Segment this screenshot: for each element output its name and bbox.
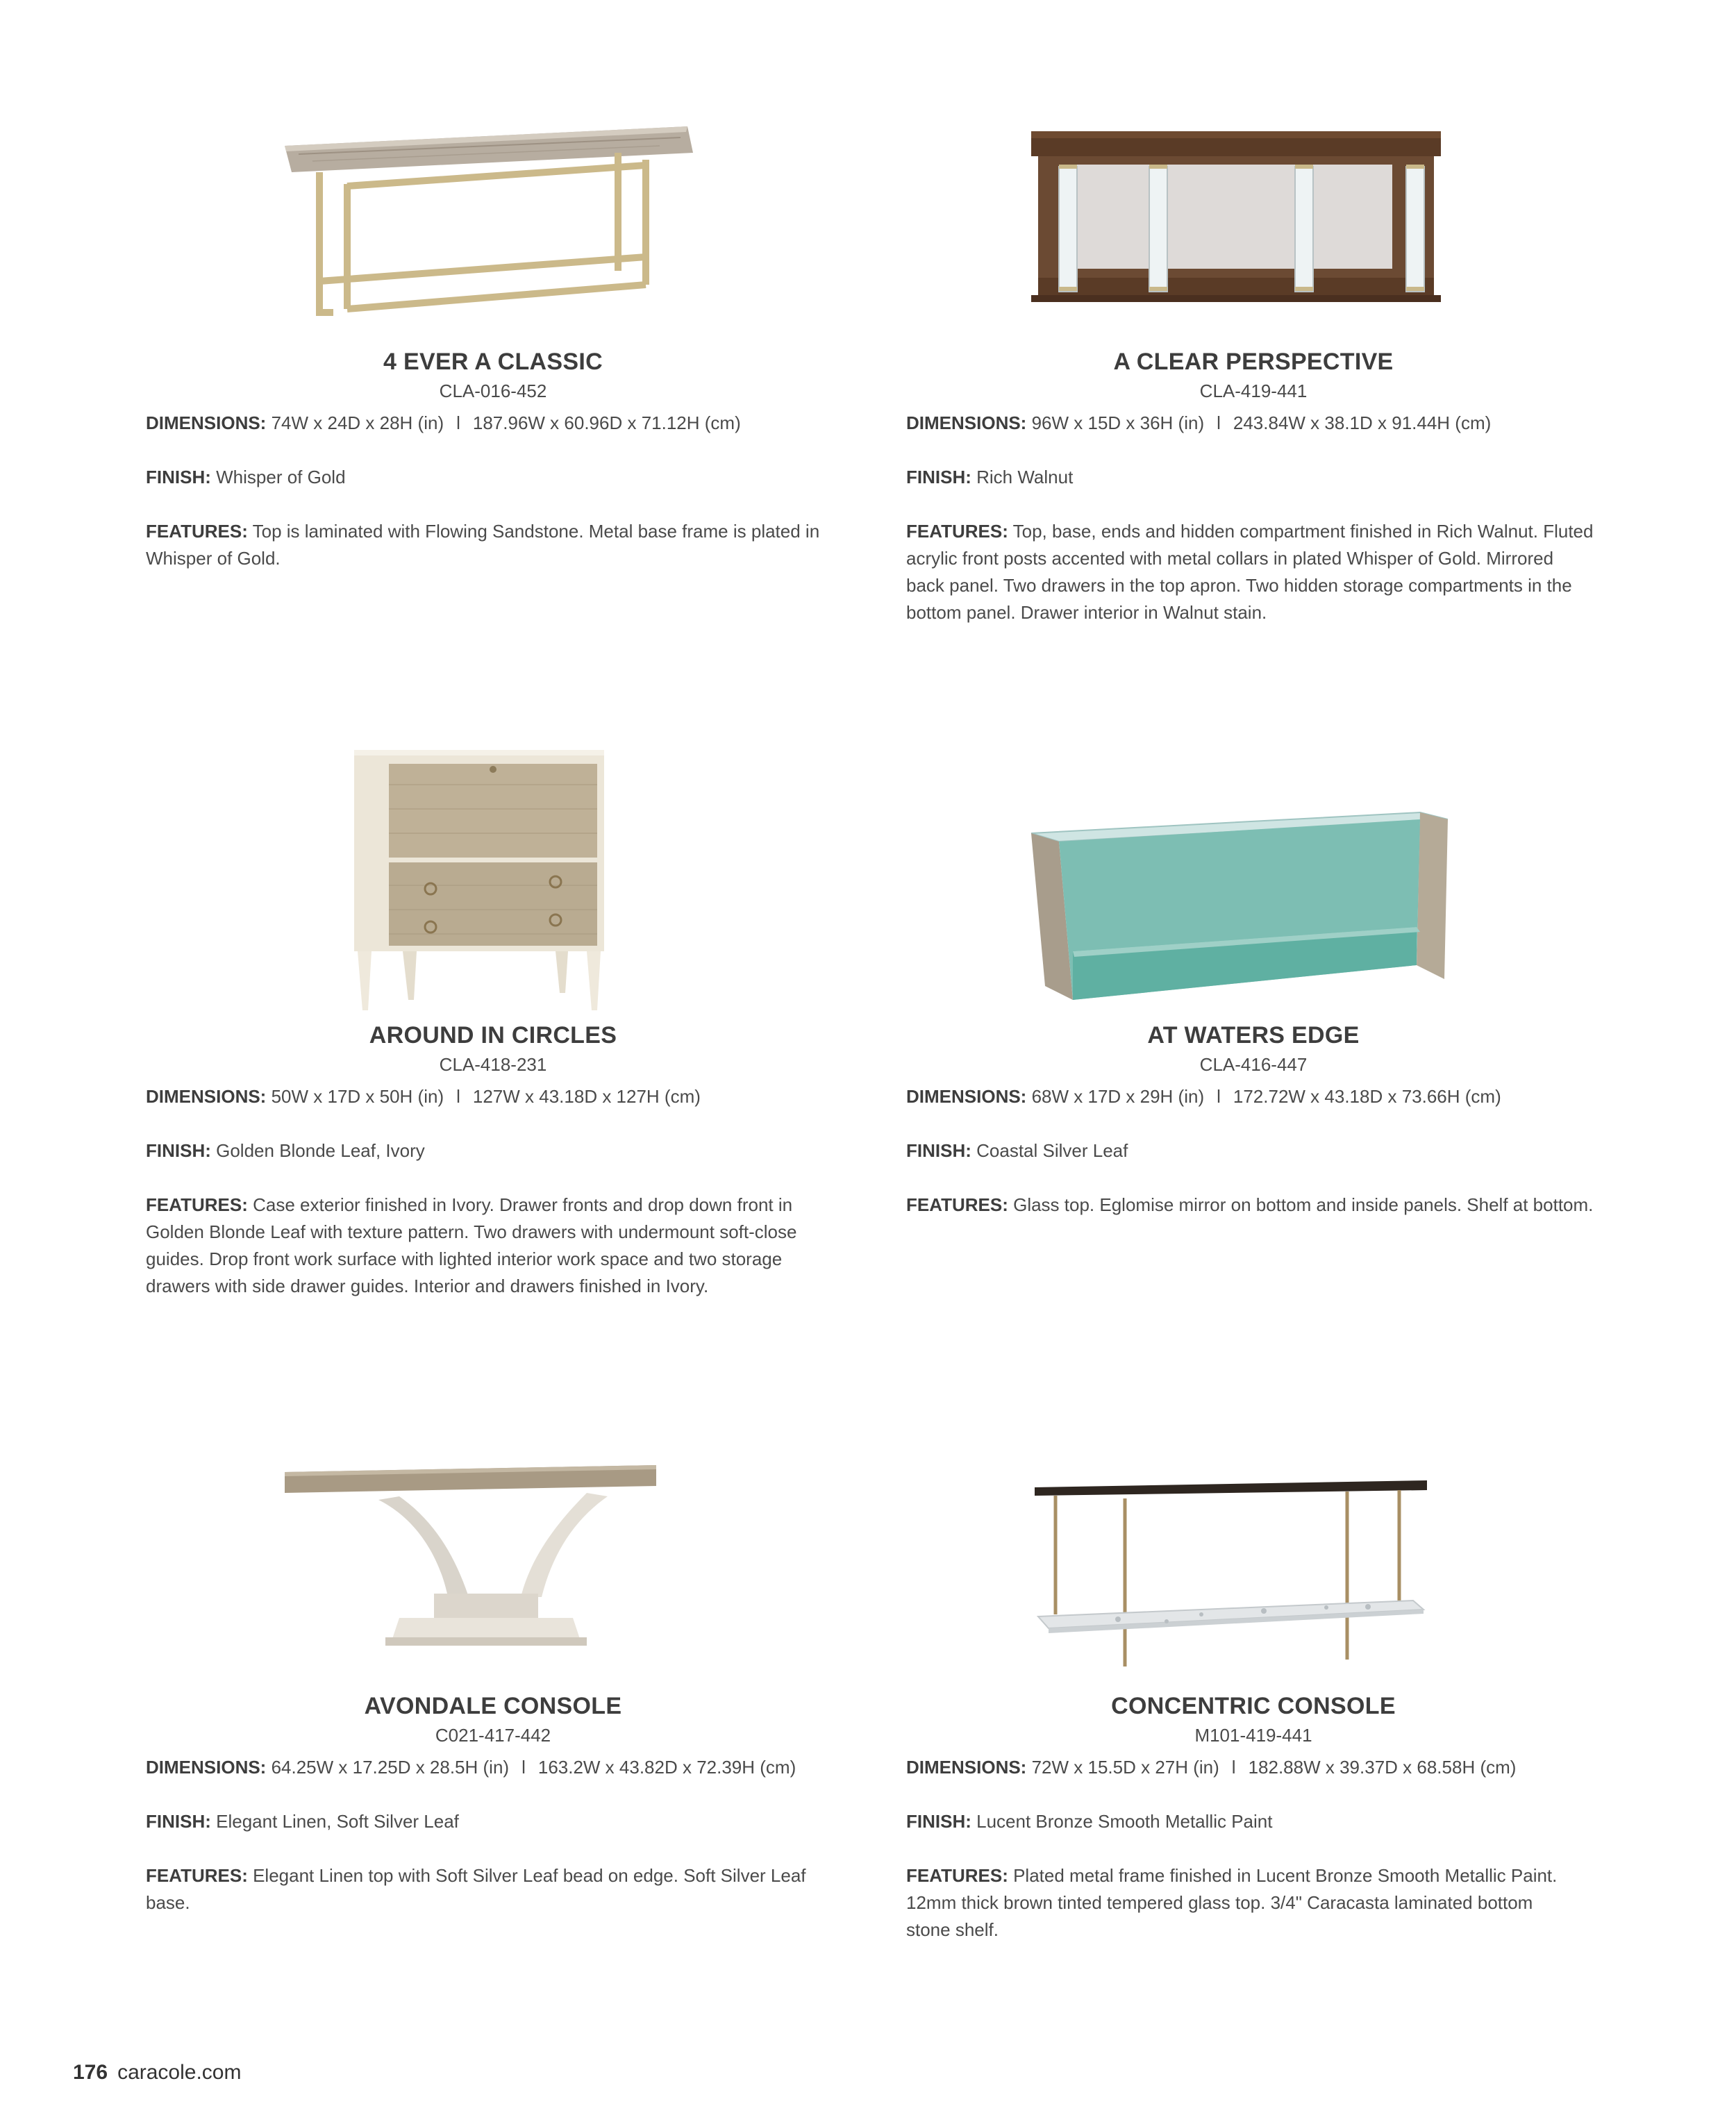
product-name: AVONDALE CONSOLE [364,1693,622,1719]
finish-value: Golden Blonde Leaf, Ivory [216,1140,425,1161]
product-sku: CLA-416-447 [1199,1054,1308,1075]
features-value: Elegant Linen top with Soft Silver Leaf bead on edge. Soft Silver Leaf base. [146,1865,806,1913]
product-features [146,1862,833,1916]
product-name: AROUND IN CIRCLES [369,1022,617,1049]
product-features [906,1192,1601,1219]
product-finish [906,1808,1272,1835]
product-sku: CLA-419-441 [1199,381,1308,401]
dimensions-inches: 96W x 15D x 36H (in) [1031,412,1205,433]
product-around-in-circles [146,736,840,1340]
page-footer [73,2061,241,2085]
finish-value: Rich Walnut [976,467,1074,487]
product-a-clear-perspective [906,104,1601,660]
features-label: FEATURES: [146,1194,248,1215]
product-finish [146,1137,425,1164]
dimensions-cm: 182.88W x 39.37D x 68.58H (cm) [1248,1757,1517,1778]
dimensions-separator: l [1217,412,1221,433]
dimensions-cm: 127W x 43.18D x 127H (cm) [472,1086,701,1107]
dimensions-separator: l [1217,1086,1221,1107]
product-finish [906,464,1073,491]
product-dimensions [906,410,1491,437]
dimensions-label: DIMENSIONS: [146,1757,267,1778]
finish-value: Whisper of Gold [216,467,346,487]
page-number: 176 [73,2061,108,2084]
product-features [146,1192,840,1300]
features-label: FEATURES: [146,1865,248,1886]
features-value: Top is laminated with Flowing Sandstone. Metal base frame is plated in Whisper of Gold. [146,521,820,569]
features-value: Top, base, ends and hidden compartment finished in Rich Walnut. Fluted acrylic front posts accented with metal collars in plated Whisper of Gold. Mirrored back panel. Two drawers in the top apron. Two hidden storage compartments in the bottom panel. Drawer interior in Walnut stain. [906,521,1594,623]
dimensions-label: DIMENSIONS: [146,412,267,433]
dimensions-cm: 243.84W x 38.1D x 91.44H (cm) [1233,412,1492,433]
dimensions-label: DIMENSIONS: [906,1757,1027,1778]
finish-value: Lucent Bronze Smooth Metallic Paint [976,1811,1273,1832]
product-image [1031,122,1448,323]
product-dimensions [906,1754,1516,1781]
product-dimensions [146,410,741,437]
finish-label: FINISH: [906,1811,971,1832]
dimensions-inches: 64.25W x 17.25D x 28.5H (in) [271,1757,510,1778]
product-image [1035,1465,1437,1673]
product-concentric-console [906,1444,1601,1986]
product-dimensions [906,1083,1501,1110]
product-name: AT WATERS EDGE [1147,1022,1360,1049]
product-finish [906,1137,1128,1164]
finish-label: FINISH: [146,1811,211,1832]
features-value: Glass top. Eglomise mirror on bottom and inside panels. Shelf at bottom. [1013,1194,1594,1215]
finish-value: Coastal Silver Leaf [976,1140,1128,1161]
product-image [347,743,611,1014]
product-dimensions [146,1754,796,1781]
dimensions-separator: l [456,412,460,433]
product-sku: C021-417-442 [435,1725,551,1746]
dimensions-inches: 74W x 24D x 28H (in) [271,412,444,433]
dimensions-inches: 50W x 17D x 50H (in) [271,1086,444,1107]
product-features [906,518,1594,626]
product-features [146,518,826,572]
dimensions-inches: 72W x 15.5D x 27H (in) [1031,1757,1219,1778]
product-finish [146,1808,459,1835]
dimensions-cm: 172.72W x 43.18D x 73.66H (cm) [1233,1086,1501,1107]
dimensions-label: DIMENSIONS: [146,1086,267,1107]
finish-label: FINISH: [146,467,211,487]
finish-label: FINISH: [146,1140,211,1161]
product-name: 4 EVER A CLASSIC [383,349,603,375]
features-label: FEATURES: [146,521,248,542]
product-image [281,1458,670,1666]
finish-label: FINISH: [906,467,971,487]
product-features [906,1862,1580,1944]
dimensions-cm: 163.2W x 43.82D x 72.39H (cm) [537,1757,796,1778]
features-value: Case exterior finished in Ivory. Drawer fronts and drop down front in Golden Blonde Leaf with texture pattern. Two drawers with undermount soft-close guides. Drop front work surface with lighted interior work space and two storage drawers with side drawer guides. Interior and drawers finished in Ivory. [146,1194,797,1296]
finish-label: FINISH: [906,1140,971,1161]
product-dimensions [146,1083,701,1110]
product-image [1031,778,1448,1000]
dimensions-separator: l [456,1086,460,1107]
dimensions-label: DIMENSIONS: [906,1086,1027,1107]
website-link[interactable]: caracole.com [117,2061,242,2084]
product-finish [146,464,346,491]
product-name: CONCENTRIC CONSOLE [1111,1693,1396,1719]
features-label: FEATURES: [906,521,1008,542]
product-sku: CLA-016-452 [439,381,547,401]
features-label: FEATURES: [906,1194,1008,1215]
dimensions-inches: 68W x 17D x 29H (in) [1031,1086,1205,1107]
dimensions-separator: l [1231,1757,1236,1778]
finish-value: Elegant Linen, Soft Silver Leaf [216,1811,459,1832]
product-at-waters-edge [906,736,1601,1292]
product-sku: M101-419-441 [1194,1725,1312,1746]
product-name: A CLEAR PERSPECTIVE [1113,349,1394,375]
dimensions-separator: l [521,1757,526,1778]
product-sku: CLA-418-231 [439,1054,547,1075]
product-image [271,111,708,319]
product-4-ever-a-classic [146,104,840,590]
features-label: FEATURES: [906,1865,1008,1886]
product-avondale-console [146,1444,840,1944]
dimensions-label: DIMENSIONS: [906,412,1027,433]
features-value: Plated metal frame finished in Lucent Bronze Smooth Metallic Paint. 12mm thick brown tinted tempered glass top. 3/4" Caracasta laminated bottom stone shelf. [906,1865,1558,1940]
dimensions-cm: 187.96W x 60.96D x 71.12H (cm) [472,412,741,433]
